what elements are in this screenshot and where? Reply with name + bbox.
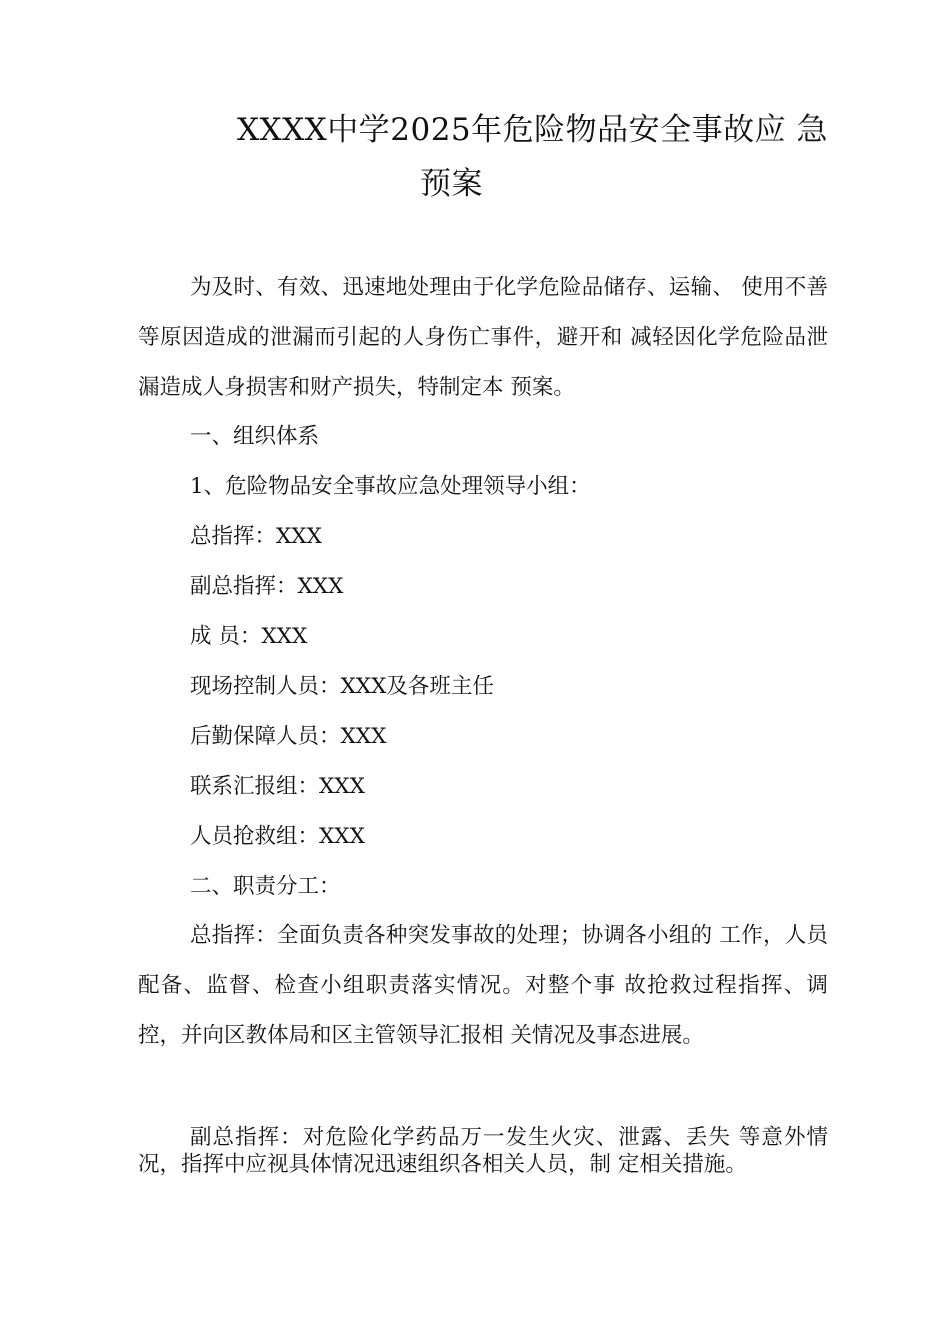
- role-line-members: 成 员：XXX: [190, 624, 308, 649]
- role-line-logistics: 后勤保障人员：XXX: [190, 724, 387, 749]
- role-line-commander: 总指挥：XXX: [190, 524, 322, 549]
- intro-paragraph: 为及时、有效、迅速地处理由于化学危险品储存、运输、 使用不善等原因造成的泄漏而引起的人身伤亡事件，避开和 减轻因化学危险品泄漏造成人身损害和财产损失，特制定本 预案。: [138, 275, 828, 400]
- section-heading-organization: 一、组织体系: [190, 424, 320, 449]
- duty-paragraph-deputy-commander: 副总指挥：对危险化学药品万一发生火灾、泄露、丢失 等意外情况，指挥中应视具体情况迅速组织各相关人员，制 定相关措施。: [138, 1125, 828, 1177]
- document-title-line-1: XXXX中学2025年危险物品安全事故应 急: [236, 112, 828, 148]
- role-line-deputy-commander: 副总指挥：XXX: [190, 574, 344, 599]
- duty-paragraph-commander: 总指挥：全面负责各种突发事故的处理；协调各小组的 工作，人员配备、监督、检查小组职责落实情况。对整个事 故抢救过程指挥、调控，并向区教体局和区主管领导汇报相 关情况及事态进展。: [138, 923, 828, 1048]
- section-heading-duties: 二、职责分工：: [190, 874, 341, 899]
- document-title-line-2: 预案: [420, 166, 483, 202]
- role-line-rescue: 人员抢救组：XXX: [190, 824, 365, 849]
- role-line-liaison: 联系汇报组：XXX: [190, 774, 365, 799]
- subsection-heading-leadership-group: 1、危险物品安全事故应急处理领导小组：: [190, 474, 591, 499]
- role-line-site-control: 现场控制人员：XXX及各班主任: [190, 674, 494, 699]
